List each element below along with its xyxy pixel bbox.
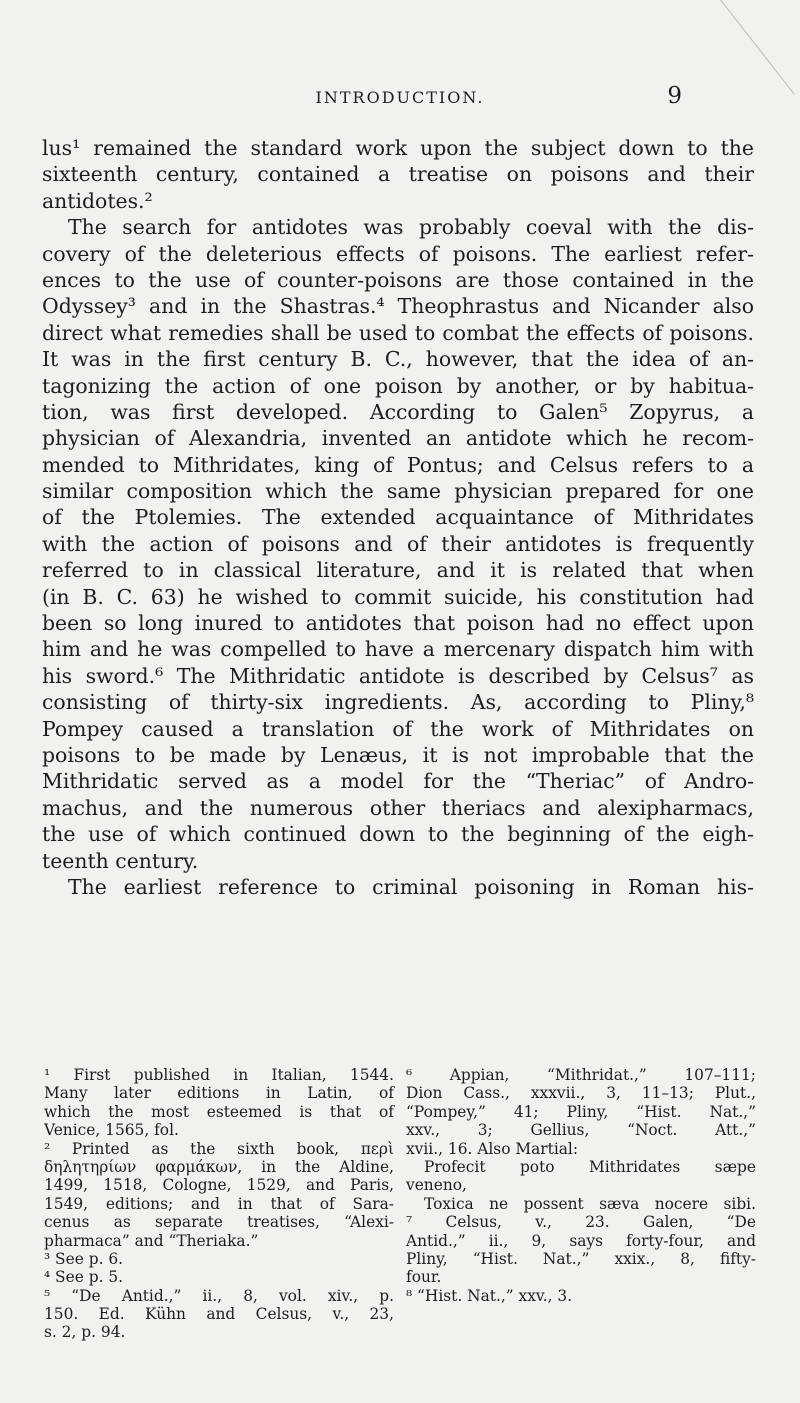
body-line: teenth century.: [42, 848, 199, 873]
body-line: with the action of poisons and of their antidotes is frequently: [42, 531, 754, 556]
body-line: antidotes.²: [42, 188, 153, 213]
body-line: referred to in classical literature, and it is related that when: [42, 558, 754, 583]
footnote-line: ² Printed as the sixth book, περὶ: [44, 1139, 394, 1158]
footnote-line: 150. Ed. Kühn and Celsus, v., 23,: [44, 1305, 394, 1324]
body-line: lus¹ remained the standard work upon the subject down to the: [42, 136, 754, 160]
body-line: machus, and the numerous other theriacs and alexipharmacs,: [42, 795, 754, 820]
body-line: tion, was first developed. According to Galen⁵ Zopyrus, a: [42, 399, 754, 424]
page-number: 9: [667, 83, 682, 109]
footnote-line: Dion Cass., xxxvii., 3, 11–13; Plut.,: [406, 1084, 756, 1103]
body-line: him and he was compelled to have a mercenary dispatch him with: [42, 637, 754, 662]
page-scratch-mark: [720, 0, 795, 95]
body-line: sixteenth century, contained a treatise on poisons and their: [42, 162, 754, 187]
body-line: Mithridatic served as a model for the “Theriac” of Andro-: [42, 769, 754, 794]
footnote-line: Pliny, “Hist. Nat.,” xxix., 8, fifty-: [406, 1249, 756, 1268]
body-line: Pompey caused a translation of the work of Mithridates on: [42, 716, 754, 741]
footnote-line: 1549, editions; and in that of Sara-: [44, 1194, 394, 1213]
footnote-line: Profecit poto Mithridates sæpe: [424, 1157, 756, 1176]
body-line: of the Ptolemies. The extended acquaintance of Mithridates: [42, 505, 754, 530]
footnote-line: xvii., 16. Also Martial:: [406, 1139, 579, 1158]
footnote-line: ⁶ Appian, “Mithridat.,” 107–111;: [406, 1066, 756, 1084]
footnote-line: xxv., 3; Gellius, “Noct. Att.,”: [406, 1121, 756, 1140]
footnote-line: veneno,: [406, 1176, 467, 1195]
body-line: similar composition which the same physician prepared for one: [42, 479, 754, 504]
footnote-line: Many later editions in Latin, of: [44, 1084, 394, 1103]
body-line: It was in the first century B. C., however, that the idea of an-: [42, 347, 754, 372]
footnote-line: which the most esteemed is that of: [44, 1102, 394, 1121]
footnote-line: cenus as separate treatises, “Alexi-: [44, 1213, 394, 1232]
body-line: covery of the deleterious effects of poisons. The earliest refer-: [42, 241, 754, 266]
footnote-line: Venice, 1565, fol.: [44, 1121, 179, 1140]
footnotes: [44, 1066, 756, 1342]
footnote-line: four.: [406, 1268, 442, 1287]
footnotes-left-column: [44, 1066, 394, 1342]
body-line: direct what remedies shall be used to combat the effects of poisons.: [42, 320, 754, 345]
body-line: (in B. C. 63) he wished to commit suicide, his constitution had: [42, 584, 754, 609]
body-line: the use of which continued down to the beginning of the eigh-: [42, 822, 754, 847]
footnote-line: ⁸ “Hist. Nat.,” xxv., 3.: [406, 1286, 573, 1305]
body-line: ences to the use of counter-poisons are those contained in the: [42, 267, 754, 292]
body-text: [42, 135, 754, 900]
footnote-line: ¹ First published in Italian, 1544.: [44, 1066, 394, 1084]
page-header: [0, 83, 800, 113]
footnote-line: Toxica ne possent sæva nocere sibi.: [424, 1194, 756, 1213]
footnotes-right-column: [406, 1066, 756, 1342]
footnote-line: ⁴ See p. 5.: [44, 1268, 124, 1287]
body-line: mended to Mithridates, king of Pontus; and Celsus refers to a: [42, 452, 754, 477]
footnote-line: pharmaca” and “Theriaka.”: [44, 1231, 259, 1250]
footnote-line: ⁵ “De Antid.,” ii., 8, vol. xiv., p.: [44, 1286, 394, 1305]
body-line: The search for antidotes was probably coeval with the dis-: [68, 215, 754, 240]
footnote-line: 1499, 1518, Cologne, 1529, and Paris,: [44, 1176, 394, 1195]
footnote-line: ⁷ Celsus, v., 23. Galen, “De: [406, 1213, 756, 1232]
body-line: Odyssey³ and in the Shastras.⁴ Theophrastus and Nicander also: [42, 294, 754, 319]
body-line: physician of Alexandria, invented an antidote which he recom-: [42, 426, 754, 451]
body-line: consisting of thirty-six ingredients. As, according to Pliny,⁸: [42, 690, 754, 715]
footnote-line: Antid.,” ii., 9, says forty-four, and: [406, 1231, 756, 1250]
body-line: his sword.⁶ The Mithridatic antidote is described by Celsus⁷ as: [42, 663, 754, 688]
body-line: The earliest reference to criminal poisoning in Roman his-: [68, 874, 754, 899]
body-line: been so long inured to antidotes that poison had no effect upon: [42, 611, 754, 636]
running-title: INTRODUCTION.: [315, 88, 485, 107]
footnote-line: s. 2, p. 94.: [44, 1323, 126, 1342]
footnote-line: “Pompey,” 41; Pliny, “Hist. Nat.,”: [406, 1102, 756, 1121]
footnote-line: δηλητηρίων φαρμάκων, in the Aldine,: [44, 1157, 394, 1176]
body-line: poisons to be made by Lenæus, it is not improbable that the: [42, 742, 754, 767]
footnote-line: ³ See p. 6.: [44, 1249, 124, 1268]
body-line: tagonizing the action of one poison by another, or by habitua-: [42, 373, 754, 398]
